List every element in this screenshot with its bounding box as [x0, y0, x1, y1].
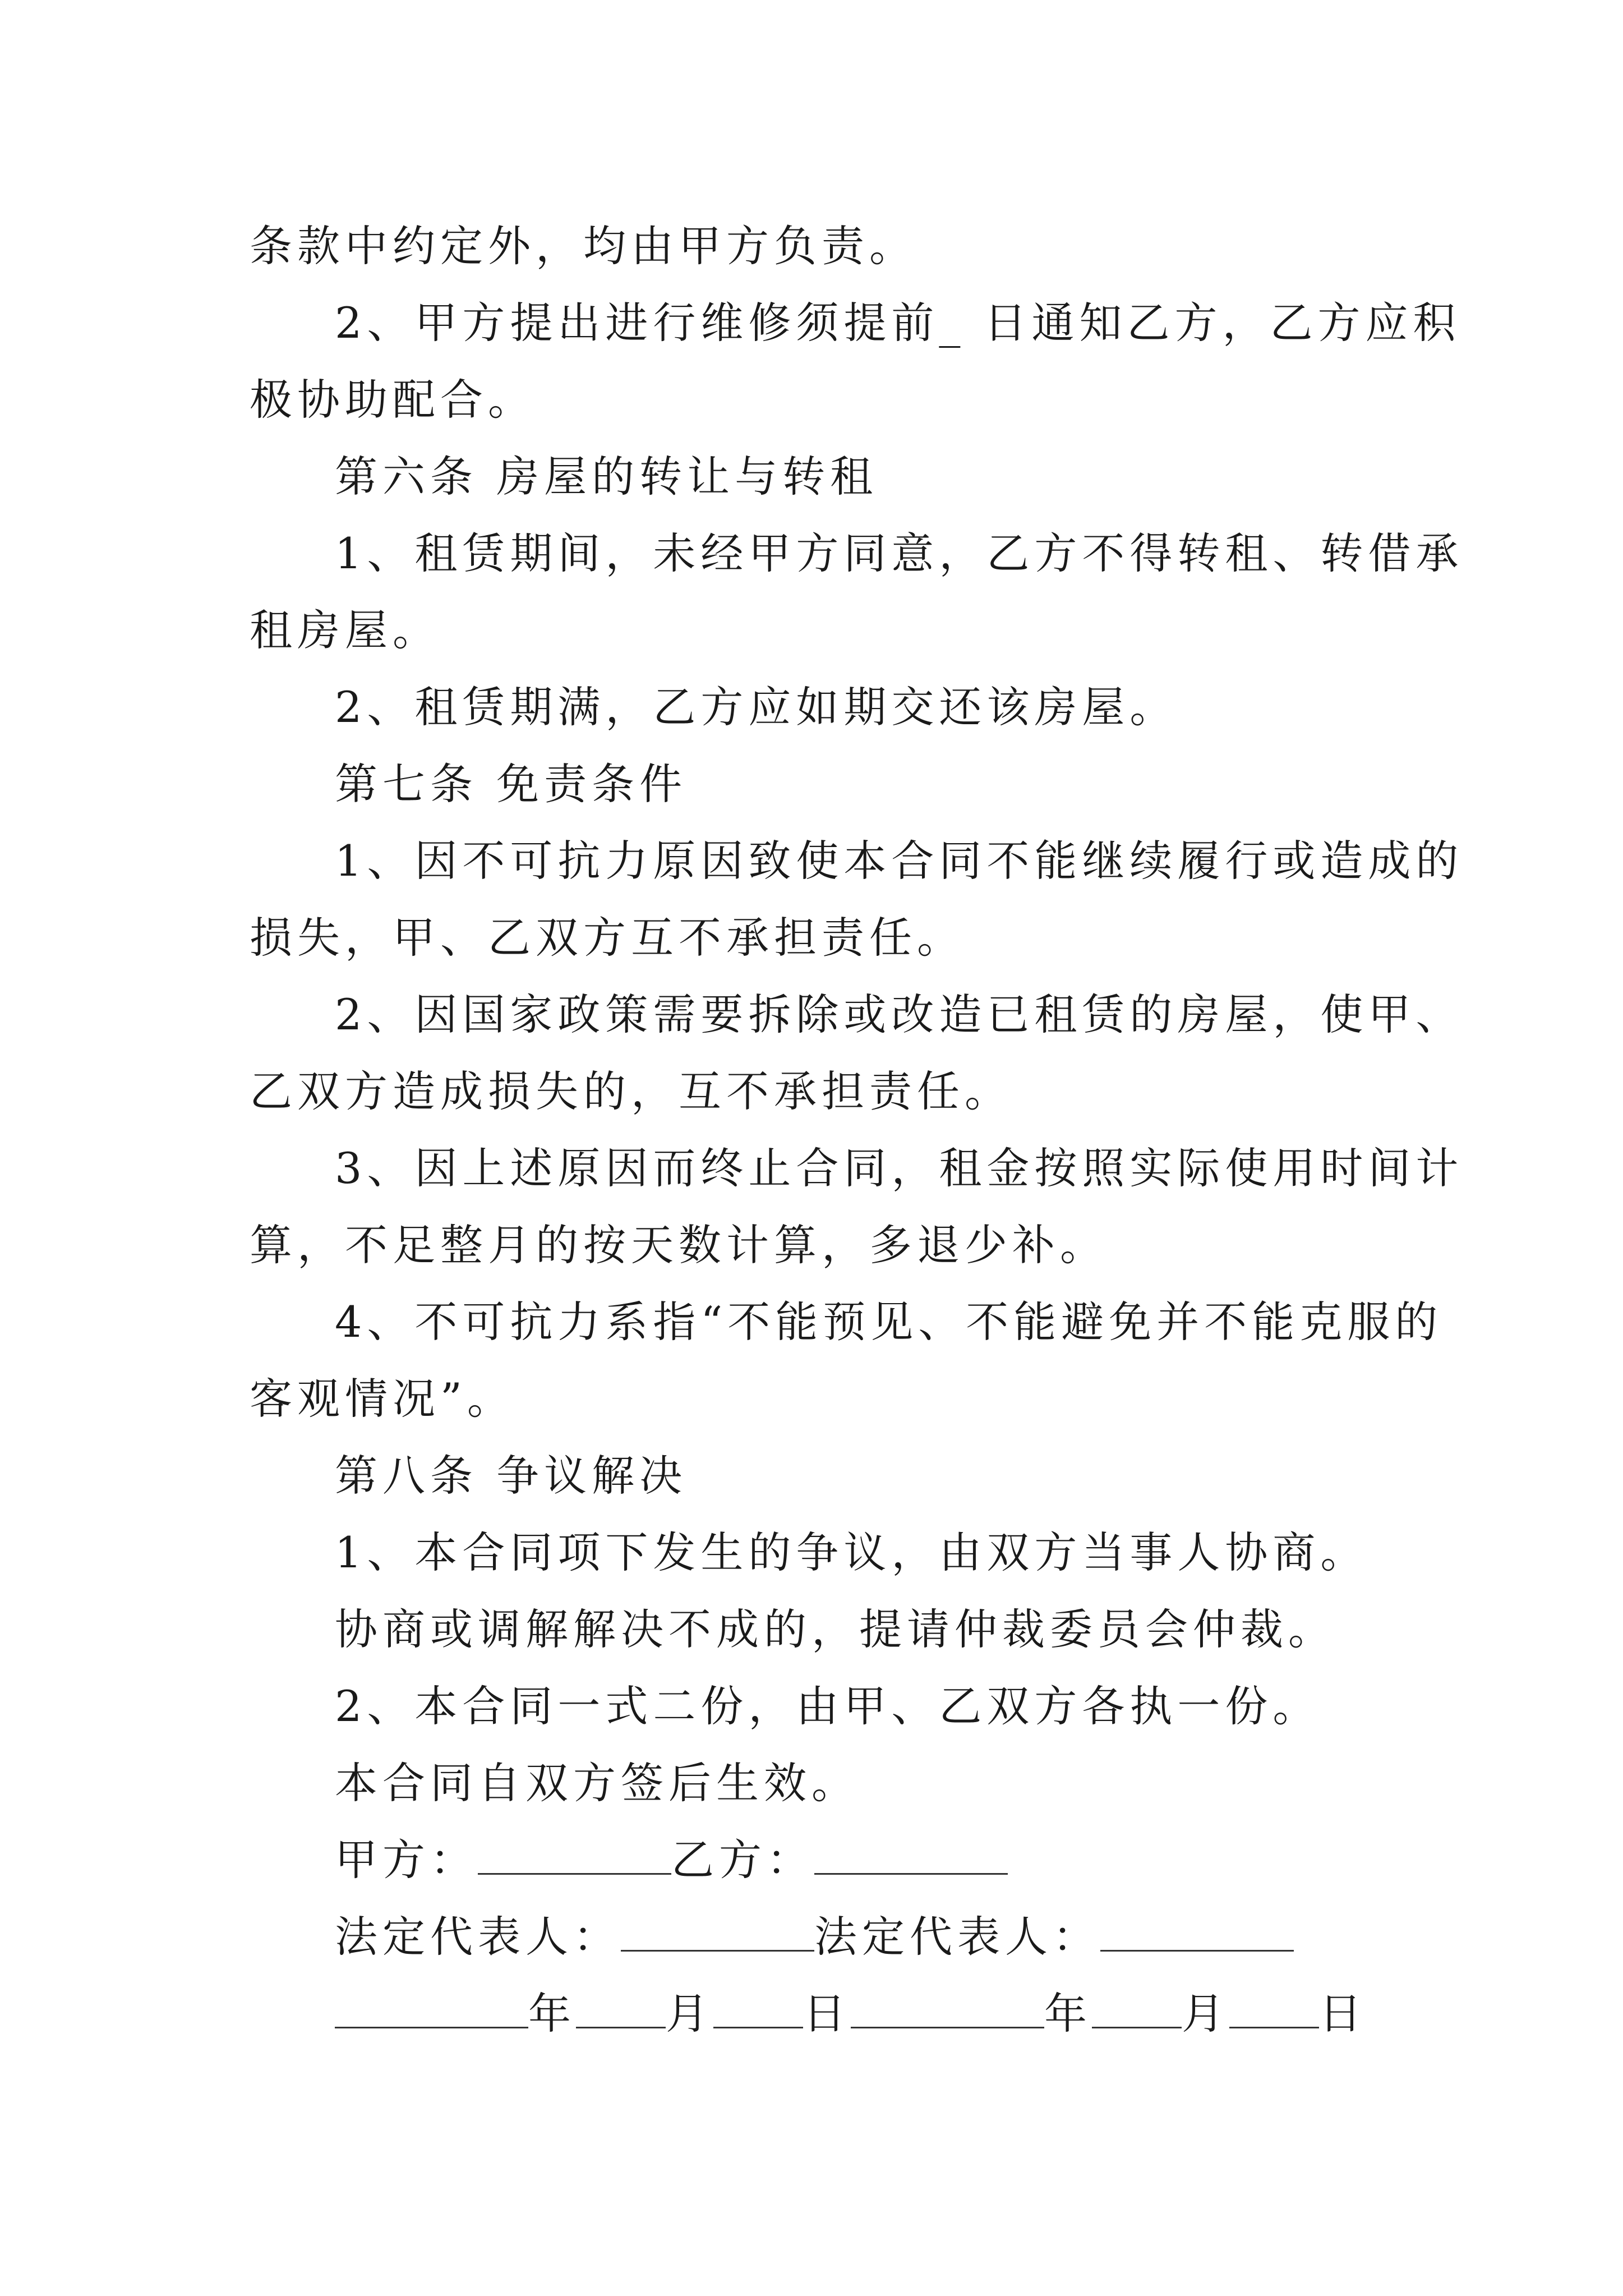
text-line: 4、不可抗力系指“不能预见、不能避免并不能克服的 — [335, 1297, 1443, 1347]
year-a-blank[interactable] — [335, 1987, 528, 2028]
text-line: 1、因不可抗力原因致使本合同不能继续履行或造成的 — [335, 836, 1464, 886]
text-line: 协商或调解解决不成的，提请仲裁委员会仲裁。 — [335, 1604, 1336, 1654]
month-b-blank[interactable] — [1092, 1987, 1182, 2028]
section-heading: 第六条 房屋的转让与转租 — [335, 452, 878, 501]
day-a-blank[interactable] — [713, 1987, 803, 2028]
text-line: 损失，甲、乙双方互不承担责任。 — [250, 913, 965, 963]
representative-signature-line — [250, 1898, 1382, 1975]
text-line: 2、租赁期满，乙方应如期交还该房屋。 — [335, 682, 1178, 732]
text-line: 客观情况”。 — [250, 1374, 515, 1424]
party-b-label: 乙方： — [671, 1835, 814, 1885]
text-line: 租房屋。 — [250, 605, 440, 655]
day-label: 日 — [803, 1989, 851, 2039]
text-line: 1、本合同项下发生的争议，由双方当事人协商。 — [335, 1527, 1368, 1577]
text-line: 2、甲方提出进行维修须提前_ 日通知乙方，乙方应积 — [335, 298, 1461, 348]
year-label: 年 — [528, 1989, 576, 2039]
rep-b-label: 法定代表人： — [814, 1912, 1100, 1962]
day-label: 日 — [1319, 1989, 1367, 2039]
text-line: 条款中约定外，均由甲方负责。 — [250, 221, 917, 271]
month-a-blank[interactable] — [576, 1987, 666, 2028]
text-line: 2、本合同一式二份，由甲、乙双方各执一份。 — [335, 1681, 1321, 1731]
year-b-blank[interactable] — [851, 1987, 1044, 2028]
date-line — [250, 1975, 1382, 2052]
section-heading: 第七条 免责条件 — [335, 759, 688, 809]
rep-a-label: 法定代表人： — [335, 1912, 621, 1962]
section-heading: 第八条 争议解决 — [335, 1451, 688, 1501]
text-line: 乙双方造成损失的，互不承担责任。 — [250, 1066, 1012, 1116]
text-line: 本合同自双方签后生效。 — [335, 1758, 859, 1808]
rep-b-blank[interactable] — [1100, 1911, 1294, 1952]
text-line: 极协助配合。 — [250, 375, 536, 425]
text-line: 算，不足整月的按天数计算，多退少补。 — [250, 1220, 1108, 1270]
text-line: 3、因上述原因而终止合同，租金按照实际使用时间计 — [335, 1143, 1464, 1193]
party-a-label: 甲方： — [335, 1835, 478, 1885]
party-b-blank[interactable] — [814, 1834, 1008, 1875]
month-label: 月 — [1182, 1989, 1229, 2039]
year-label: 年 — [1044, 1989, 1092, 2039]
day-b-blank[interactable] — [1229, 1987, 1319, 2028]
text-line: 1、租赁期间，未经甲方同意，乙方不得转租、转借承 — [335, 528, 1464, 578]
month-label: 月 — [666, 1989, 713, 2039]
rep-a-blank[interactable] — [621, 1911, 814, 1952]
party-signature-line — [250, 1821, 1382, 1898]
text-line: 2、因国家政策需要拆除或改造已租赁的房屋，使甲、 — [335, 990, 1464, 1039]
contract-body — [250, 208, 1464, 2052]
party-a-blank[interactable] — [478, 1834, 671, 1875]
